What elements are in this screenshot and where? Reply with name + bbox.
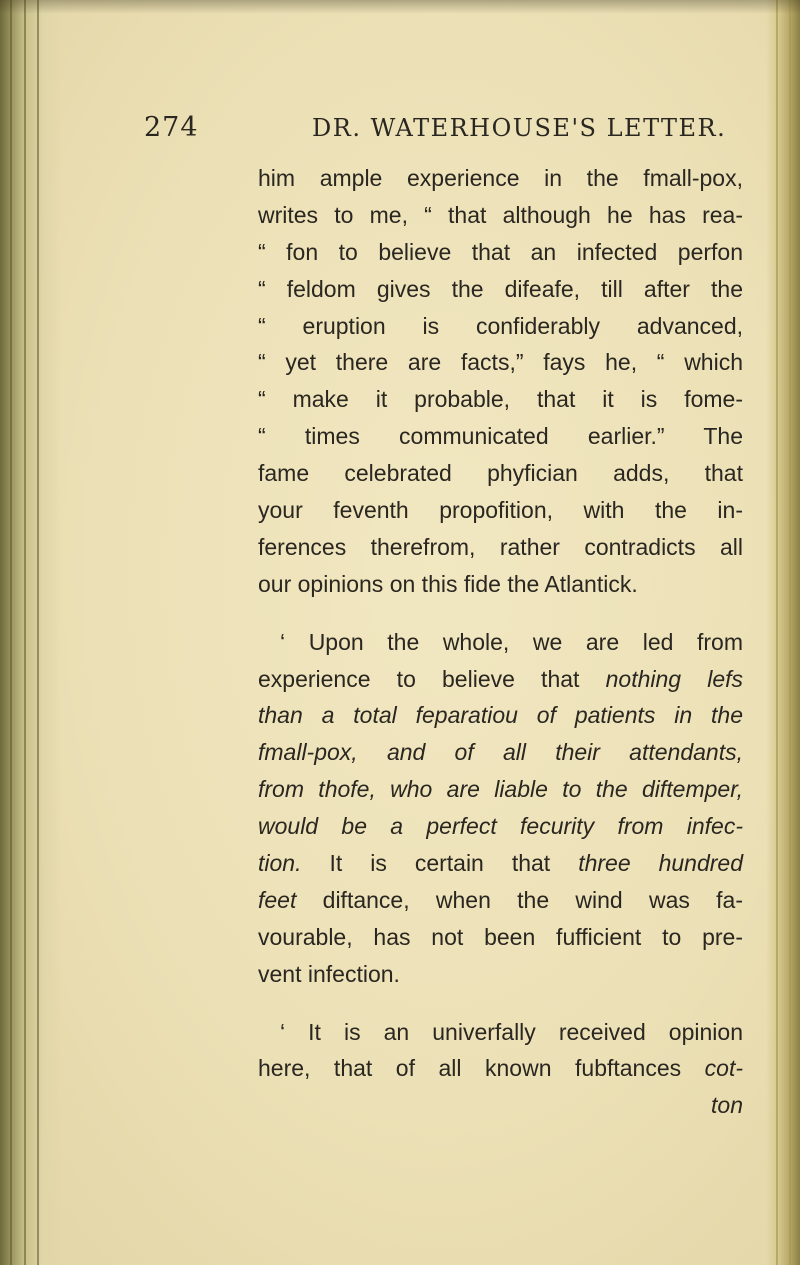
running-head: DR. WATERHOUSE'S LETTER. <box>312 114 727 142</box>
text-line: vent infection. <box>258 960 400 987</box>
page-number: 274 <box>144 112 199 143</box>
page-edge-line <box>776 0 778 1265</box>
text-run: here, that of all known fubftances <box>258 1055 682 1082</box>
text-line: ‘ Upon the whole, we are led from <box>280 628 743 655</box>
text-line <box>258 845 743 882</box>
body-text <box>258 160 743 1124</box>
italic-run: feet <box>258 886 297 913</box>
italic-run: three hundred <box>578 850 743 877</box>
text-line: fame celebrated phyfician adds, that <box>258 460 743 487</box>
text-line: ‘ It is an univerfally received opinion <box>280 1018 743 1045</box>
gutter-line <box>37 0 39 1265</box>
text-line <box>258 661 743 698</box>
text-line: him ample experience in the fmall-pox, <box>258 165 743 191</box>
gutter-line <box>10 0 12 1265</box>
italic-run: fmall-pox, <box>258 739 358 766</box>
italic-run: nothing lefs <box>605 665 744 692</box>
text-line: would be a perfect fecurity from infec- <box>258 813 743 840</box>
text-line: our opinions on this fide the Atlantick. <box>258 570 638 597</box>
italic-run: cot- <box>704 1055 744 1082</box>
text-line: “ feldom gives the difeafe, till after the <box>258 275 743 302</box>
text-line: vourable, has not been fufficient to pre- <box>258 923 743 950</box>
text-line: from thofe, who are liable to the diftemper, <box>258 776 743 803</box>
text-line: than a total feparatiou of patients in the <box>258 702 743 729</box>
catchword: ton <box>711 1092 743 1119</box>
top-shadow <box>0 0 800 14</box>
text-line <box>258 734 743 771</box>
text-line: “ fon to believe that an infected perfon <box>258 238 743 265</box>
page-edges <box>766 0 800 1265</box>
text-line: your feventh propofition, with the in- <box>258 497 743 524</box>
text-run: It is certain that <box>329 850 551 877</box>
text-line <box>258 882 743 919</box>
text-line: “ make it probable, that it is fome- <box>258 386 743 413</box>
gutter-line <box>24 0 26 1265</box>
page-edge-line <box>789 0 791 1265</box>
text-run: diftance, when the wind was fa- <box>322 886 743 913</box>
text-run: experience to believe that <box>258 665 580 692</box>
italic-run: and of all their attendants, <box>386 739 743 766</box>
text-line: ferences therefrom, rather contradicts all <box>258 533 743 560</box>
page-header <box>144 112 744 148</box>
italic-run: tion. <box>258 850 302 877</box>
text-line <box>258 1050 743 1087</box>
text-line: “ yet there are facts,” fays he, “ which <box>258 349 743 376</box>
text-line: “ times communicated earlier.” The <box>258 423 743 450</box>
text-line: “ eruption is confiderably advanced, <box>258 312 743 339</box>
text-line: writes to me, “ that although he has rea- <box>258 201 743 228</box>
